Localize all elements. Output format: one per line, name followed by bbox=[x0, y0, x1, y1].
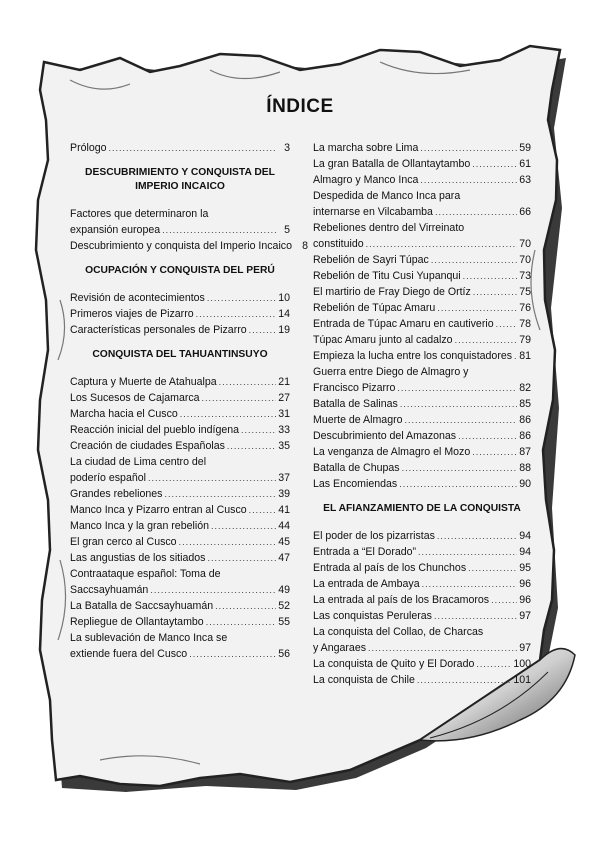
dot-leader bbox=[211, 518, 276, 534]
page-number: 55 bbox=[278, 616, 290, 628]
page-number: 21 bbox=[278, 376, 290, 388]
dot-leader bbox=[150, 582, 276, 598]
entry-title: Entrada a “El Dorado” bbox=[313, 546, 417, 558]
page-number: 66 bbox=[519, 206, 531, 218]
page-title: ÍNDICE bbox=[266, 96, 334, 117]
entry-title: constituido bbox=[313, 238, 364, 250]
dot-leader bbox=[148, 470, 276, 486]
page-number: 70 bbox=[519, 254, 531, 266]
dot-leader bbox=[202, 390, 276, 406]
toc-entry[interactable] bbox=[313, 656, 531, 672]
entry-title: Rebelión de Sayri Túpac bbox=[313, 254, 429, 266]
section-heading: CONQUISTA DEL TAHUANTINSUYO bbox=[92, 349, 268, 360]
page-number: 14 bbox=[278, 308, 290, 320]
toc-entry[interactable] bbox=[70, 306, 290, 322]
entry-title: Empieza la lucha entre los conquistadores bbox=[313, 350, 513, 362]
toc-entry[interactable] bbox=[70, 140, 290, 156]
page-number: 35 bbox=[278, 440, 290, 452]
dot-leader bbox=[180, 406, 276, 422]
dot-leader bbox=[164, 486, 276, 502]
section-heading: EL AFIANZAMIENTO DE LA CONQUISTA bbox=[323, 503, 521, 514]
dot-leader bbox=[434, 608, 517, 624]
dot-leader bbox=[417, 672, 511, 688]
toc-entry[interactable] bbox=[313, 220, 531, 252]
page-number: 31 bbox=[278, 408, 290, 420]
dot-leader bbox=[422, 576, 517, 592]
page-number: 94 bbox=[519, 530, 531, 542]
entry-title: El gran cerco al Cusco bbox=[70, 536, 177, 548]
dot-leader bbox=[227, 438, 276, 454]
page-number: 96 bbox=[519, 594, 531, 606]
section-heading: OCUPACIÓN Y CONQUISTA DEL PERÚ bbox=[85, 265, 275, 276]
toc-entry[interactable] bbox=[70, 614, 290, 630]
entry-title: La marcha sobre Lima bbox=[313, 142, 419, 154]
entry-title: La conquista de Quito y El Dorado bbox=[313, 658, 475, 670]
dot-leader bbox=[196, 306, 276, 322]
entry-title: Los Sucesos de Cajamarca bbox=[70, 392, 200, 404]
toc-entry[interactable] bbox=[70, 502, 290, 518]
entry-title: Las Encomiendas bbox=[313, 478, 398, 490]
entry-title: La entrada al país de los Bracamoros bbox=[313, 594, 490, 606]
toc-entry[interactable] bbox=[313, 444, 531, 460]
page-number: 3 bbox=[284, 142, 290, 154]
page-number: 37 bbox=[278, 472, 290, 484]
toc-entry[interactable] bbox=[313, 476, 531, 492]
toc-entry[interactable] bbox=[313, 268, 531, 284]
entry-title: Batalla de Salinas bbox=[313, 398, 398, 410]
entry-title: extiende fuera del Cusco bbox=[70, 648, 188, 660]
entry-title: Despedida de Manco Inca para bbox=[313, 190, 461, 202]
toc-entry[interactable] bbox=[313, 172, 531, 188]
entry-title: El poder de los pizarristas bbox=[313, 530, 435, 542]
section-heading: DESCUBRIMIENTO Y CONQUISTA DEL IMPERIO INCAICO bbox=[85, 167, 275, 192]
dot-leader bbox=[207, 550, 276, 566]
entry-title: Captura y Muerte de Atahualpa bbox=[70, 376, 217, 388]
page-number: 95 bbox=[519, 562, 531, 574]
toc-entry[interactable] bbox=[313, 608, 531, 624]
toc-entry[interactable] bbox=[70, 438, 290, 454]
page-number: 86 bbox=[519, 430, 531, 442]
entry-title: La conquista de Chile bbox=[313, 674, 415, 686]
page-number: 75 bbox=[519, 286, 531, 298]
dot-leader bbox=[109, 140, 276, 156]
entry-title: La entrada de Ambaya bbox=[313, 578, 420, 590]
entry-title: Las conquistas Peruleras bbox=[313, 610, 432, 622]
page-number: 52 bbox=[278, 600, 290, 612]
dot-leader bbox=[437, 300, 517, 316]
toc-entry[interactable] bbox=[70, 206, 290, 238]
dot-leader bbox=[179, 534, 276, 550]
page-number: 33 bbox=[278, 424, 290, 436]
page-number: 97 bbox=[519, 642, 531, 654]
dot-leader bbox=[420, 140, 517, 156]
page-number: 41 bbox=[278, 504, 290, 516]
entry-title: expansión europea bbox=[70, 224, 161, 236]
entry-title: Rebeliones dentro del Virreinato bbox=[313, 222, 465, 234]
entry-title: internarse en Vilcabamba bbox=[313, 206, 433, 218]
page-number: 86 bbox=[519, 414, 531, 426]
entry-title: Muerte de Almagro bbox=[313, 414, 403, 426]
dot-leader bbox=[366, 236, 517, 252]
dot-leader bbox=[215, 598, 276, 614]
toc-entry[interactable] bbox=[70, 238, 308, 254]
page-number: 10 bbox=[278, 292, 290, 304]
page-number: 85 bbox=[519, 398, 531, 410]
dot-leader bbox=[514, 348, 517, 364]
toc-entry[interactable] bbox=[70, 374, 290, 390]
dot-leader bbox=[496, 316, 517, 332]
toc-entry[interactable] bbox=[313, 316, 531, 332]
page-number: 101 bbox=[513, 674, 531, 686]
page-number: 73 bbox=[519, 270, 531, 282]
entry-title: Rebelión de Túpac Amaru bbox=[313, 302, 436, 314]
entry-title: Factores que determinaron la bbox=[70, 208, 209, 220]
entry-title: La venganza de Almagro el Mozo bbox=[313, 446, 471, 458]
entry-title: Marcha hacia el Cusco bbox=[70, 408, 178, 420]
page-number: 81 bbox=[519, 350, 531, 362]
toc-entry[interactable] bbox=[313, 364, 531, 396]
page-number: 63 bbox=[519, 174, 531, 186]
toc-entry[interactable] bbox=[313, 624, 531, 656]
toc-entry[interactable] bbox=[70, 454, 290, 486]
entry-title: Prólogo bbox=[70, 142, 107, 154]
dot-leader bbox=[435, 204, 517, 220]
entry-title: Túpac Amaru junto al cadalzo bbox=[313, 334, 453, 346]
page-number: 94 bbox=[519, 546, 531, 558]
toc-left-column bbox=[70, 140, 308, 662]
toc-entry[interactable] bbox=[313, 576, 531, 592]
page-number: 100 bbox=[513, 658, 531, 670]
entry-title: y Angaraes bbox=[313, 642, 367, 654]
page-number: 76 bbox=[519, 302, 531, 314]
page-number: 79 bbox=[519, 334, 531, 346]
dot-leader bbox=[491, 592, 517, 608]
toc-entry[interactable] bbox=[313, 428, 531, 444]
dot-leader bbox=[249, 322, 276, 338]
entry-title: Descubrimiento del Amazonas bbox=[313, 430, 457, 442]
page-number: 19 bbox=[278, 324, 290, 336]
toc-entry[interactable] bbox=[70, 534, 290, 550]
entry-title: Reacción inicial del pueblo indígena bbox=[70, 424, 240, 436]
entry-title: Manco Inca y Pizarro entran al Cusco bbox=[70, 504, 247, 516]
page-number: 61 bbox=[519, 158, 531, 170]
dot-leader bbox=[476, 656, 511, 672]
dot-leader bbox=[206, 614, 276, 630]
toc-entry[interactable] bbox=[313, 672, 531, 688]
page-number: 78 bbox=[519, 318, 531, 330]
entry-title: La sublevación de Manco Inca se bbox=[70, 632, 228, 644]
page-number: 8 bbox=[302, 240, 308, 252]
page-number: 27 bbox=[278, 392, 290, 404]
entry-title: Repliegue de Ollantaytambo bbox=[70, 616, 204, 628]
page-number: 49 bbox=[278, 584, 290, 596]
dot-leader bbox=[468, 560, 517, 576]
toc-entry[interactable] bbox=[313, 348, 531, 364]
dot-leader bbox=[473, 284, 517, 300]
page-number: 82 bbox=[519, 382, 531, 394]
toc-entry[interactable] bbox=[70, 422, 290, 438]
toc-entry[interactable] bbox=[313, 396, 531, 412]
dot-leader bbox=[249, 502, 276, 518]
toc-entry[interactable] bbox=[70, 486, 290, 502]
dot-leader bbox=[420, 172, 517, 188]
dot-leader bbox=[458, 428, 517, 444]
entry-title: Las angustias de los sitiados bbox=[70, 552, 206, 564]
page-number: 5 bbox=[284, 224, 290, 236]
toc-entry[interactable] bbox=[70, 390, 290, 406]
toc-entry[interactable] bbox=[313, 300, 531, 316]
toc-entry[interactable] bbox=[70, 566, 290, 598]
toc-entry[interactable] bbox=[313, 560, 531, 576]
page-number: 56 bbox=[278, 648, 290, 660]
toc-entry[interactable] bbox=[313, 284, 531, 300]
page-number: 44 bbox=[278, 520, 290, 532]
entry-title: Grandes rebeliones bbox=[70, 488, 163, 500]
toc-entry[interactable] bbox=[313, 332, 531, 348]
entry-title: Entrada de Túpac Amaru en cautiverio bbox=[313, 318, 494, 330]
page-number: 97 bbox=[519, 610, 531, 622]
dot-leader bbox=[463, 268, 517, 284]
entry-title: Entrada al país de los Chunchos bbox=[313, 562, 467, 574]
entry-title: Manco Inca y la gran rebelión bbox=[70, 520, 209, 532]
dot-leader bbox=[207, 290, 276, 306]
toc-right-column bbox=[313, 140, 531, 688]
entry-title: Batalla de Chupas bbox=[313, 462, 400, 474]
toc-entry[interactable] bbox=[313, 544, 531, 560]
dot-leader bbox=[455, 332, 517, 348]
entry-title: Rebelión de Titu Cusi Yupanqui bbox=[313, 270, 461, 282]
entry-title: Creación de ciudades Españolas bbox=[70, 440, 225, 452]
toc-entry[interactable] bbox=[313, 528, 531, 544]
dot-leader bbox=[219, 374, 276, 390]
dot-leader bbox=[368, 640, 517, 656]
entry-title: La ciudad de Lima centro del bbox=[70, 456, 207, 468]
dot-leader bbox=[241, 422, 276, 438]
dot-leader bbox=[399, 476, 517, 492]
entry-title: Características personales de Pizarro bbox=[70, 324, 247, 336]
toc-entry[interactable] bbox=[313, 412, 531, 428]
dot-leader bbox=[472, 444, 517, 460]
page-number: 96 bbox=[519, 578, 531, 590]
toc-entry[interactable] bbox=[70, 550, 290, 566]
dot-leader bbox=[472, 156, 517, 172]
toc-entry[interactable] bbox=[70, 290, 290, 306]
entry-title: Saccsayhuamán bbox=[70, 584, 149, 596]
toc-entry[interactable] bbox=[70, 406, 290, 422]
entry-title: poderío español bbox=[70, 472, 146, 484]
dot-leader bbox=[397, 380, 517, 396]
entry-title: El martirio de Fray Diego de Ortíz bbox=[313, 286, 471, 298]
page-number: 47 bbox=[278, 552, 290, 564]
dot-leader bbox=[162, 222, 276, 238]
entry-title: Revisión de acontecimientos bbox=[70, 292, 205, 304]
dot-leader bbox=[189, 646, 276, 662]
toc-entry[interactable] bbox=[313, 460, 531, 476]
entry-title: Almagro y Manco Inca bbox=[313, 174, 419, 186]
entry-title: La Batalla de Saccsayhuamán bbox=[70, 600, 214, 612]
entry-title: Descubrimiento y conquista del Imperio Incaico bbox=[70, 240, 292, 252]
entry-title: Francisco Pizarro bbox=[313, 382, 396, 394]
dot-leader bbox=[402, 460, 517, 476]
entry-title: Contraataque español: Toma de bbox=[70, 568, 221, 580]
page-number: 45 bbox=[278, 536, 290, 548]
toc-entry[interactable] bbox=[70, 598, 290, 614]
dot-leader bbox=[437, 528, 517, 544]
toc-entry[interactable] bbox=[313, 156, 531, 172]
toc-entry[interactable] bbox=[313, 140, 531, 156]
toc-entry[interactable] bbox=[313, 592, 531, 608]
page-number: 59 bbox=[519, 142, 531, 154]
entry-title: La conquista del Collao, de Charcas bbox=[313, 626, 484, 638]
toc-entry[interactable] bbox=[70, 322, 290, 338]
dot-leader bbox=[405, 412, 517, 428]
entry-title: La gran Batalla de Ollantaytambo bbox=[313, 158, 471, 170]
toc-entry[interactable] bbox=[70, 630, 290, 662]
dot-leader bbox=[400, 396, 517, 412]
toc-entry[interactable] bbox=[313, 252, 531, 268]
toc-entry[interactable] bbox=[70, 518, 290, 534]
page-number: 39 bbox=[278, 488, 290, 500]
page-number: 88 bbox=[519, 462, 531, 474]
page-number: 87 bbox=[519, 446, 531, 458]
entry-title: Primeros viajes de Pizarro bbox=[70, 308, 194, 320]
entry-title: Guerra entre Diego de Almagro y bbox=[313, 366, 469, 378]
dot-leader bbox=[431, 252, 517, 268]
page-number: 70 bbox=[519, 238, 531, 250]
page-number: 90 bbox=[519, 478, 531, 490]
toc-entry[interactable] bbox=[313, 188, 531, 220]
dot-leader bbox=[418, 544, 517, 560]
